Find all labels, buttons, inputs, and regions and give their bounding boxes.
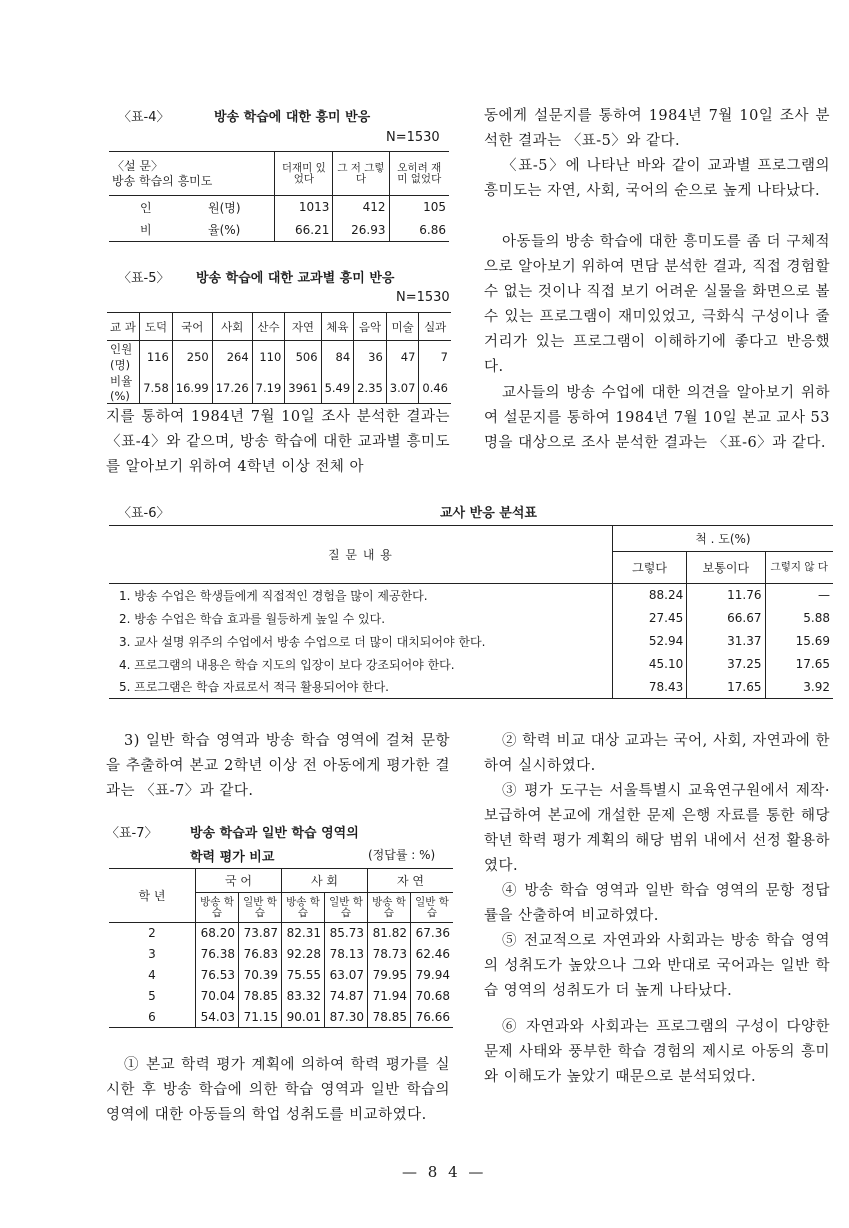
table4-cell: 1013 <box>275 196 333 219</box>
table7-cell: 76.66 <box>411 1007 454 1028</box>
table6-cell: 78.43 <box>612 676 686 699</box>
table6 <box>109 525 833 699</box>
table7-header-subject: 사 회 <box>282 869 368 893</box>
table5-cell: 17.26 <box>212 373 252 404</box>
table7-cell: 82.31 <box>282 923 325 944</box>
table7-grade: 4 <box>148 968 156 982</box>
right-paragraph-3: 아동들의 방송 학습에 대한 흥미도를 좀 더 구체적으로 알아보기 위하여 면담 분석한 결과, 직접 경험할 수 없는 것이나 직접 보기 어려운 실물을 화면으로 볼 수 있는 프로그램이 재미있었고, 극화식 구성이나 줄거리가 있는 프로그램이 이해하기에 좋다고 반응했다. <box>484 234 830 375</box>
table5-header-cell: 도덕 <box>140 313 173 341</box>
table7-cell: 78.85 <box>368 1007 411 1028</box>
table6-cell: 27.45 <box>612 607 686 630</box>
table7-cell: 85.73 <box>325 923 368 944</box>
table5-cell: 16.99 <box>172 373 212 404</box>
table7-title-line1: 방송 학습과 일반 학습 영역의 <box>190 826 359 841</box>
table5-header-cell: 미술 <box>386 313 419 341</box>
table5-cell: 84 <box>321 341 354 374</box>
page-number: — 8 4 — <box>402 1163 487 1181</box>
table4-header-col2: 그 저 그렇다 <box>333 152 389 196</box>
table4-cell: 412 <box>333 196 389 219</box>
table6-question: 4. 프로그램의 내용은 학습 지도의 입장이 보다 강조되어야 한다. <box>119 657 455 672</box>
table6-header-agree: 그렇다 <box>612 552 686 584</box>
table7-title-line2: 학력 평가 비교 <box>190 850 275 865</box>
table6-question: 5. 프로그램은 학습 자료로서 적극 활용되어야 한다. <box>119 680 389 695</box>
table5-cell: 264 <box>212 341 252 374</box>
table6-cell: 31.37 <box>687 630 765 653</box>
table6-title: 교사 반응 분석표 <box>440 506 537 521</box>
table7-grade: 6 <box>148 1009 156 1024</box>
table5-cell: 47 <box>386 341 419 374</box>
table7-cell: 71.94 <box>368 986 411 1007</box>
table6-question: 3. 교사 설명 위주의 수업에서 방송 수업으로 더 많이 대치되어야 한다. <box>119 634 486 649</box>
table6-cell: 3.92 <box>765 676 833 699</box>
table7 <box>109 868 453 1028</box>
table4-header-interest: 방송 학습의 흥미도 <box>112 173 213 188</box>
table6-cell: 11.76 <box>687 584 765 607</box>
table7-cell: 76.38 <box>196 944 239 965</box>
table6-question: 1. 방송 수업은 학생들에게 직접적인 경험을 많이 제공한다. <box>119 588 428 603</box>
table5-header-cell: 산수 <box>252 313 285 341</box>
table4-row-label: 비 율(%) <box>140 223 241 238</box>
table-row <box>109 219 449 242</box>
table7-cell: 76.83 <box>239 944 282 965</box>
table4-label: 〈표-4〉 <box>118 110 170 125</box>
table5-n: N=1530 <box>396 290 450 305</box>
table6-header-neutral: 보통이다 <box>687 552 765 584</box>
table-row <box>109 196 449 219</box>
table7-cell: 78.85 <box>239 986 282 1007</box>
right-paragraph-1: 동에게 설문지를 통하여 1984년 7월 10일 조사 분석한 결과는 〈표-5〉와 같다. <box>484 108 830 149</box>
table5-title: 방송 학습에 대한 교과별 흥미 반응 <box>196 271 395 286</box>
table6-cell: 17.65 <box>687 676 765 699</box>
table-row <box>107 341 451 374</box>
table7-grade: 2 <box>148 926 156 941</box>
table-row <box>109 944 453 965</box>
table-row <box>109 1007 453 1028</box>
table6-cell: 88.24 <box>612 584 686 607</box>
table5-label: 〈표-5〉 <box>118 271 170 286</box>
table5-row-label: 인원(명) <box>110 342 133 372</box>
table-row <box>109 676 833 699</box>
table4-header-question: 〈설 문〉 <box>112 158 163 173</box>
table4 <box>109 151 449 242</box>
table5-header-cell: 교 과 <box>110 319 136 334</box>
table7-cell: 73.87 <box>239 923 282 944</box>
table7-header-subject: 자 연 <box>368 869 454 893</box>
table4-cell: 6.86 <box>389 219 449 242</box>
table6-header-question: 질 문 내 용 <box>109 526 612 584</box>
table6-cell: 15.69 <box>765 630 833 653</box>
right-list-item-6: ⑥ 자연과와 사회과는 프로그램의 구성이 다양한 문제 사태와 풍부한 학습 경험의 제시로 아동의 흥미와 이해도가 높았기 때문으로 분석되었다. <box>484 1019 830 1085</box>
table7-cell: 79.95 <box>368 965 411 986</box>
table7-header-sub: 방송 학습 <box>196 893 239 923</box>
table5-cell: 116 <box>140 341 173 374</box>
table6-cell: — <box>765 584 833 607</box>
table5 <box>107 312 451 404</box>
table5-cell: 7.58 <box>140 373 173 404</box>
table7-cell: 62.46 <box>411 944 454 965</box>
table7-grade: 5 <box>148 989 156 1003</box>
table7-grade: 3 <box>148 947 156 961</box>
table6-label: 〈표-6〉 <box>118 506 170 521</box>
table-row <box>107 373 451 404</box>
right-list-item-2: ② 학력 비교 대상 교과는 국어, 사회, 자연과에 한하여 실시하였다. <box>484 733 830 774</box>
table7-cell: 76.53 <box>196 965 239 986</box>
table7-header-sub: 방송 학습 <box>282 893 325 923</box>
table6-cell: 45.10 <box>612 653 686 676</box>
table4-corner-header <box>109 152 275 196</box>
table4-header-col3: 오히려 재미 없었다 <box>389 152 449 196</box>
table6-header-scale: 척 . 도(%) <box>612 526 833 552</box>
table7-cell: 90.01 <box>282 1007 325 1028</box>
table-row <box>109 986 453 1007</box>
table5-cell: 3961 <box>285 373 321 404</box>
table5-cell: 7 <box>419 341 451 374</box>
table4-title: 방송 학습에 대한 흥미 반응 <box>214 110 371 125</box>
table5-header-cell: 자연 <box>285 313 321 341</box>
table-row <box>109 965 453 986</box>
table7-header-subject: 국 어 <box>196 869 282 893</box>
table7-cell: 83.32 <box>282 986 325 1007</box>
table4-row-label: 인 원(명) <box>140 200 241 215</box>
left-paragraph-3: ① 본교 학력 평가 계획에 의하여 학력 평가를 실시한 후 방송 학습에 의한 학습 영역과 일반 학습의 영역에 대한 아동들의 학업 성취도를 비교하였다. <box>106 1057 450 1123</box>
table7-cell: 75.55 <box>282 965 325 986</box>
table5-header-cell: 음악 <box>354 313 387 341</box>
table7-cell: 67.36 <box>411 923 454 944</box>
table7-header-sub: 일반 학습 <box>411 893 454 923</box>
table7-cell: 70.68 <box>411 986 454 1007</box>
table4-cell: 105 <box>389 196 449 219</box>
table5-cell: 7.19 <box>252 373 285 404</box>
table5-cell: 36 <box>354 341 387 374</box>
table7-cell: 79.94 <box>411 965 454 986</box>
table5-header-cell: 체육 <box>321 313 354 341</box>
table-row <box>109 584 833 607</box>
table5-row-label: 비율(%) <box>110 374 133 403</box>
table6-question: 2. 방송 수업은 학습 효과를 월등하게 높일 수 있다. <box>119 611 386 626</box>
table5-header-cell: 국어 <box>172 313 212 341</box>
table7-cell: 63.07 <box>325 965 368 986</box>
table7-cell: 78.73 <box>368 944 411 965</box>
table7-cell: 71.15 <box>239 1007 282 1028</box>
table4-cell: 66.21 <box>275 219 333 242</box>
table5-cell: 506 <box>285 341 321 374</box>
table5-cell: 250 <box>172 341 212 374</box>
right-list-item-5: ⑤ 전교적으로 자연과와 사회과는 방송 학습 영역의 성취도가 높았으나 그와 반대로 국어과는 일반 학습 영역의 성취도가 더 높게 나타났다. <box>484 933 830 999</box>
table4-cell: 26.93 <box>333 219 389 242</box>
right-paragraph-2: 〈표-5〉에 나타난 바와 같이 교과별 프로그램의 흥미도는 자연, 사회, 국어의 순으로 높게 나타났다. <box>484 158 830 199</box>
table-row <box>109 653 833 676</box>
table7-header-sub: 방송 학습 <box>368 893 411 923</box>
table7-unit: (정답률 : %) <box>368 848 436 862</box>
table-row <box>109 923 453 944</box>
table5-cell: 5.49 <box>321 373 354 404</box>
table7-cell: 81.82 <box>368 923 411 944</box>
left-paragraph-2: 3) 일반 학습 영역과 방송 학습 영역에 걸쳐 문항을 추출하여 본교 2학년 이상 전 아동에게 평가한 결과는 〈표-7〉과 같다. <box>106 733 450 799</box>
table7-header-grade: 학 년 <box>109 869 196 923</box>
table5-cell: 3.07 <box>386 373 419 404</box>
table5-cell: 2.35 <box>354 373 387 404</box>
table4-n: N=1530 <box>386 130 440 145</box>
table7-cell: 87.30 <box>325 1007 368 1028</box>
table5-header-cell: 사회 <box>212 313 252 341</box>
table7-header-sub: 일반 학습 <box>325 893 368 923</box>
table7-cell: 68.20 <box>196 923 239 944</box>
table6-cell: 5.88 <box>765 607 833 630</box>
table-row <box>109 630 833 653</box>
table7-cell: 70.04 <box>196 986 239 1007</box>
left-paragraph-1: 지를 통하여 1984년 7월 10일 조사 분석한 결과는 〈표-4〉와 같으며, 방송 학습에 대한 교과별 흥미도를 알아보기 위하여 4학년 이상 전체 아 <box>106 409 450 475</box>
table7-label: 〈표-7〉 <box>106 826 158 841</box>
table6-cell: 52.94 <box>612 630 686 653</box>
table6-cell: 17.65 <box>765 653 833 676</box>
right-list-item-4: ④ 방송 학습 영역과 일반 학습 영역의 문항 정답률을 산출하여 비교하였다. <box>484 883 830 924</box>
table7-header-sub: 일반 학습 <box>239 893 282 923</box>
table6-cell: 37.25 <box>687 653 765 676</box>
table5-cell: 0.46 <box>419 373 451 404</box>
right-paragraph-4: 교사들의 방송 수업에 대한 의견을 알아보기 위하여 설문지를 통하여 1984년 7월 10일 본교 교사 53명을 대상으로 조사 분석한 결과는 〈표-6〉과 같다. <box>484 385 831 451</box>
table7-cell: 54.03 <box>196 1007 239 1028</box>
table7-cell: 78.13 <box>325 944 368 965</box>
table6-header-disagree: 그렇지 않 다 <box>765 552 833 584</box>
right-list-item-3: ③ 평가 도구는 서울특별시 교육연구원에서 제작·보급하여 본교에 개설한 문제 은행 자료를 통한 해당 학년 학력 평가 계획의 해당 범위 내에서 선정 활용하였다. <box>484 783 830 874</box>
table5-header-cell: 실과 <box>419 313 451 341</box>
table4-header-col1: 더재미 있었다 <box>275 152 333 196</box>
table5-cell: 110 <box>252 341 285 374</box>
table7-cell: 92.28 <box>282 944 325 965</box>
table6-cell: 66.67 <box>687 607 765 630</box>
table7-cell: 70.39 <box>239 965 282 986</box>
table-row <box>109 607 833 630</box>
table7-cell: 74.87 <box>325 986 368 1007</box>
